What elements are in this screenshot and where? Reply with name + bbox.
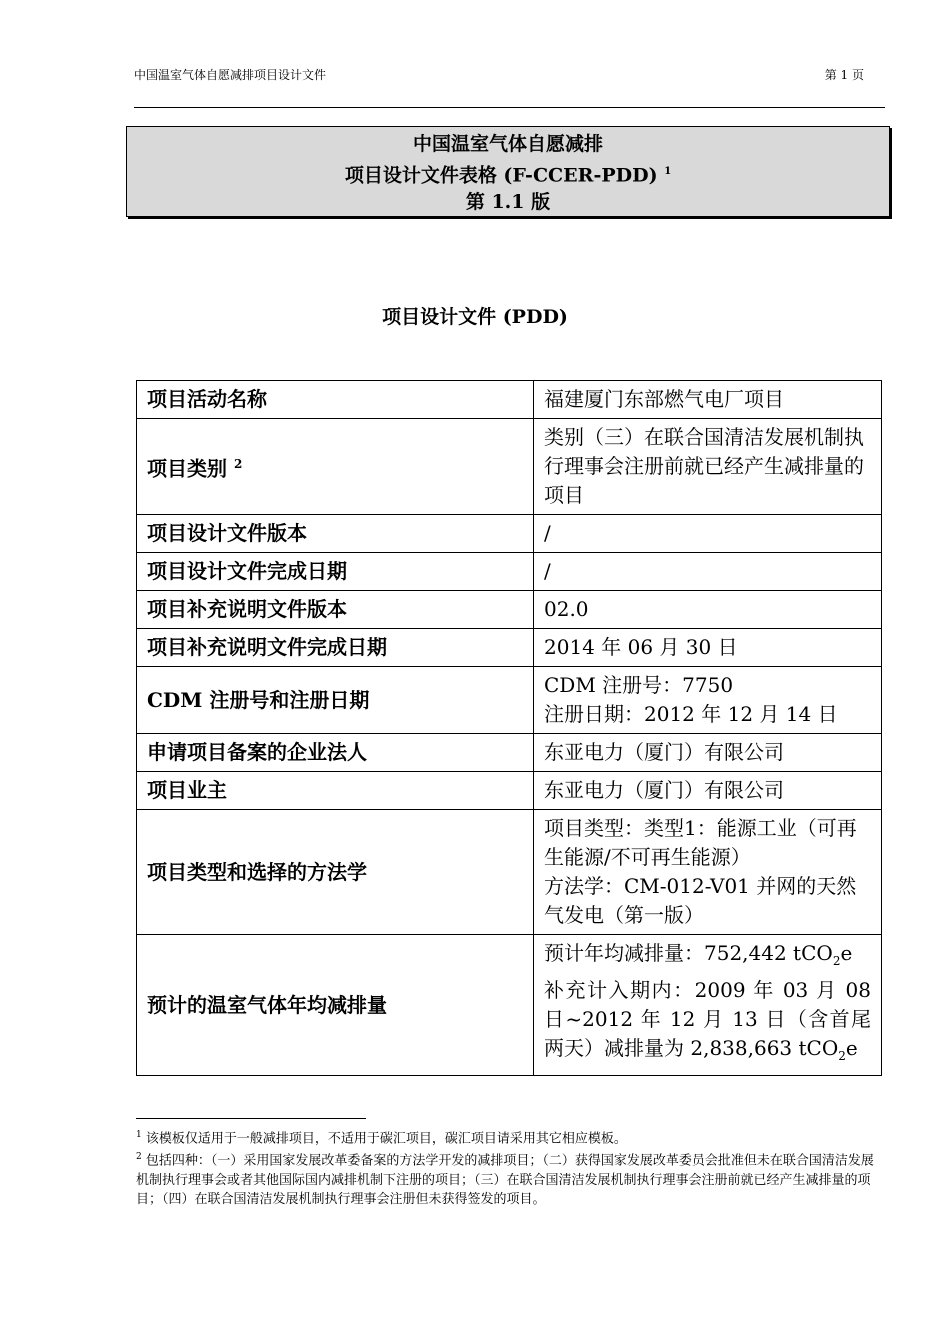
row-label — [137, 553, 534, 591]
footnote-ref-2: 2 — [233, 456, 243, 471]
row-label — [137, 629, 534, 667]
row-label-text: 项目类别 — [147, 456, 227, 481]
unit-suffix: e — [845, 1036, 858, 1060]
footnote-text: 包括四种：（一）采用国家发展改革委备案的方法学开发的减排项目；（二）获得国家发展改革委员会批准但未在联合国清洁发展机制执行理事会或者其他国际国内减排机制下注册的项目；（三）在联合国清洁发展机制执行理事会注册前就已经产生减排量的项目；（四）在联合国清洁发展机制执行理事会注册但未获得签发的项目。 — [136, 1153, 874, 1207]
row-value-line: CDM 注册号：7750 — [544, 673, 734, 697]
form-title-line2 — [127, 158, 889, 189]
footnote-number: 1 — [136, 1130, 142, 1140]
row-label — [137, 515, 534, 553]
row-value — [534, 591, 882, 629]
table-row — [137, 419, 882, 515]
footnote-number: 2 — [136, 1152, 142, 1163]
row-label — [137, 381, 534, 419]
row-label — [137, 935, 534, 1076]
table-row — [137, 935, 882, 1076]
row-label-text: 项目设计文件版本 — [147, 521, 307, 545]
table-row — [137, 629, 882, 667]
table-row — [137, 591, 882, 629]
page-number: 第 1 页 — [824, 68, 864, 82]
row-value — [534, 667, 882, 734]
row-label-text: 项目补充说明文件完成日期 — [147, 635, 387, 659]
table-row — [137, 734, 882, 772]
project-info-table — [136, 380, 882, 1076]
row-value-line: / — [544, 521, 551, 545]
row-label — [137, 772, 534, 810]
footnote-1 — [136, 1126, 876, 1148]
row-label-text: 项目补充说明文件版本 — [147, 597, 347, 621]
row-value-line: 类别（三）在联合国清洁发展机制执行理事会注册前就已经产生减排量的项目 — [544, 425, 864, 507]
row-value — [534, 515, 882, 553]
row-value-line: / — [544, 559, 551, 583]
footnote-divider — [136, 1118, 366, 1119]
row-value — [534, 419, 882, 515]
period-reduction-text: 补充计入期内：2009 年 03 月 08 日~2012 年 12 月 13 日（含首尾两天）减排量为 2,838,663 tCO — [544, 978, 871, 1060]
row-label-text: 项目活动名称 — [147, 387, 267, 411]
row-label-text: 申请项目备案的企业法人 — [147, 740, 367, 764]
footnote-2 — [136, 1148, 876, 1208]
row-label-text: 项目业主 — [147, 778, 227, 802]
row-label — [137, 419, 534, 515]
row-label — [137, 734, 534, 772]
document-name: 中国温室气体自愿减排项目设计文件 — [134, 68, 327, 82]
subscript: 2 — [832, 954, 841, 968]
footnotes — [136, 1126, 876, 1209]
row-label — [137, 810, 534, 935]
form-title-line2-text: 项目设计文件表格 (F-CCER-PDD) — [344, 164, 658, 187]
table-row — [137, 667, 882, 734]
row-label-text: CDM 注册号和注册日期 — [147, 687, 370, 712]
unit-suffix: e — [840, 941, 853, 965]
row-value-line: 02.0 — [544, 597, 589, 621]
row-value-line: 注册日期：2012 年 12 月 14 日 — [544, 702, 838, 726]
row-label — [137, 667, 534, 734]
row-label — [137, 591, 534, 629]
row-value-line: 方法学：CM-012-V01 并网的天然气发电（第一版） — [544, 874, 857, 927]
table-row — [137, 810, 882, 935]
period-reduction — [544, 976, 871, 1071]
annual-reduction — [544, 939, 871, 976]
row-value-line: 东亚电力（厦门）有限公司 — [544, 740, 784, 764]
row-value — [534, 381, 882, 419]
row-value — [534, 772, 882, 810]
pdd-title: 项目设计文件 (PDD) — [382, 306, 568, 328]
footnote-text: 该模板仅适用于一般减排项目，不适用于碳汇项目，碳汇项目请采用其它相应模板。 — [145, 1131, 627, 1147]
row-value-line: 2014 年 06 月 30 日 — [544, 635, 738, 659]
table-row — [137, 553, 882, 591]
row-value-line: 东亚电力（厦门）有限公司 — [544, 778, 784, 802]
row-label-text: 项目设计文件完成日期 — [147, 559, 347, 583]
table-row — [137, 515, 882, 553]
row-value — [534, 734, 882, 772]
header-divider — [134, 107, 885, 108]
row-value — [534, 810, 882, 935]
annual-reduction-text: 预计年均减排量：752,442 tCO — [544, 941, 833, 965]
table-row — [137, 772, 882, 810]
form-version: 第 1.1 版 — [465, 191, 551, 214]
row-value — [534, 629, 882, 667]
row-value — [534, 935, 882, 1076]
table-row — [137, 381, 882, 419]
form-title-box — [126, 126, 890, 217]
row-value-line: 福建厦门东部燃气电厂项目 — [544, 387, 784, 411]
subscript: 2 — [838, 1049, 846, 1063]
row-value-line: 项目类型：类型1：能源工业（可再生能源/不可再生能源） — [544, 816, 857, 869]
footnote-ref-1: 1 — [664, 166, 672, 177]
row-label-text: 项目类型和选择的方法学 — [147, 859, 367, 884]
row-label-text: 预计的温室气体年均减排量 — [147, 992, 387, 1017]
form-title-line1: 中国温室气体自愿减排 — [412, 133, 603, 155]
row-value — [534, 553, 882, 591]
